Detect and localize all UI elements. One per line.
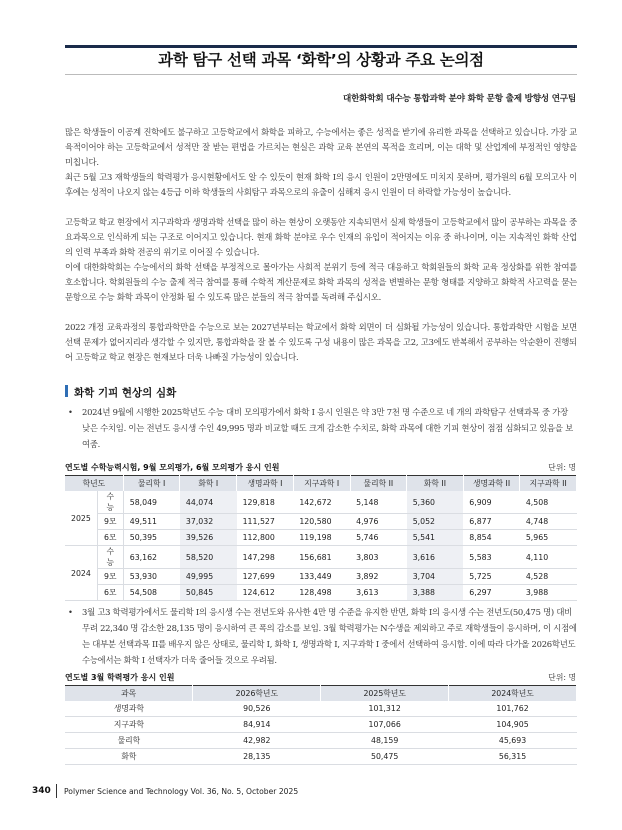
table-row xyxy=(65,749,577,765)
paragraph-2: 최근 5월 고3 재학생들의 학력평가 응시현황에서도 알 수 있듯이 현재 화학 I의 응시 인원이 2만명에도 미치지 못하며, 평가원의 6월 모의고사 이후에는 성적이 나오지 않는 4등급 이하 학생들의 사회탐구 과목으로의 유출이 심해져 응시 인원이 더 하락할 가능성이 높습니다. xyxy=(65,172,577,197)
table2-header-cell: 2026학년도 xyxy=(193,686,321,702)
table1-value-cell: 3,388 xyxy=(407,585,464,601)
table2-value-cell: 101,762 xyxy=(449,701,577,717)
table1-value-cell: 111,527 xyxy=(237,514,294,530)
table1-header-cell: 학년도 xyxy=(65,476,123,492)
table2-subject-cell: 물리학 xyxy=(65,733,193,749)
section-title: 화학 기피 현상의 심화 xyxy=(74,387,177,399)
table2-unit: 단위: 명 xyxy=(548,673,576,682)
table2-value-cell: 48,159 xyxy=(321,733,449,749)
table1-value-cell: 3,892 xyxy=(350,569,407,585)
table1-value-cell: 142,672 xyxy=(293,491,350,514)
table2-caption: 연도별 3월 학력평가 응시 인원 xyxy=(65,673,175,682)
table2-value-cell: 104,905 xyxy=(449,717,577,733)
table-row xyxy=(65,569,577,585)
title-bottom-rule xyxy=(65,74,577,75)
table1-header-cell: 화학 II xyxy=(407,476,464,492)
paragraph-5: 2022 개정 교육과정의 통합과학만을 수능으로 보는 2027년부터는 학교에서 화학 외면이 더 심화될 가능성이 있습니다. 통합과학만 시험을 보면 선택 문제가 없어지리라 생각할 수 있지만, 통합과학을 잘 볼 수 있도록 구성 내용이 많은 과목을 고2, 고3에도 반복해서 공부하는 악순환이 진행되어 고등학교 학교 현장은 현재보다 더욱 나빠질 가능성이 있습니다. xyxy=(65,322,577,362)
table1-caption: 연도별 수학능력시험, 9월 모의평가, 6월 모의평가 응시 인원 xyxy=(65,463,280,472)
footer-divider xyxy=(56,784,57,798)
table1-value-cell: 53,930 xyxy=(123,569,180,585)
table1-header-cell: 물리학 II xyxy=(350,476,407,492)
table-row xyxy=(65,514,577,530)
table-row xyxy=(65,530,577,546)
section-heading xyxy=(65,385,176,400)
table1-value-cell: 119,198 xyxy=(293,530,350,546)
table1-value-cell: 5,541 xyxy=(407,530,464,546)
table1-value-cell: 54,508 xyxy=(123,585,180,601)
table1-year-cell: 2024 xyxy=(65,546,97,601)
table1-value-cell: 156,681 xyxy=(293,546,350,569)
table1-value-cell: 127,699 xyxy=(237,569,294,585)
table-row xyxy=(65,701,577,717)
table1-value-cell: 3,613 xyxy=(350,585,407,601)
table2-header-cell: 2025학년도 xyxy=(321,686,449,702)
table1-value-cell: 3,704 xyxy=(407,569,464,585)
paragraph-3: 고등학교 학교 현장에서 지구과학과 생명과학 선택을 많이 하는 현상이 오랫동안 지속되면서 실제 학생들이 고등학교에서 많이 공부하는 과목을 중요과목으로 인식하게 되는 구조로 이어지고 있습니다. 현재 화학 분야로 우수 인재의 유입이 적어지는 이유 중 하나이며, 이는 지속적인 화학 산업의 인력 부족과 화학 전공의 위기로 이어질 수 있습니다. xyxy=(65,217,577,257)
table2-value-cell: 101,312 xyxy=(321,701,449,717)
table1-header-cell: 생명과학 I xyxy=(237,476,294,492)
table1-value-cell: 4,976 xyxy=(350,514,407,530)
table2-subject-cell: 지구과학 xyxy=(65,717,193,733)
table1-exam-cell: 9모 xyxy=(97,514,123,530)
table1-value-cell: 5,725 xyxy=(463,569,520,585)
table2-subject-cell: 화학 xyxy=(65,749,193,765)
table1-exam-cell: 수능 xyxy=(97,546,123,569)
table2-header-cell: 과목 xyxy=(65,686,193,702)
section-accent-bar xyxy=(65,385,68,397)
table1-value-cell: 58,520 xyxy=(180,546,237,569)
table1-value-cell: 6,297 xyxy=(463,585,520,601)
table1-value-cell: 124,612 xyxy=(237,585,294,601)
table2-header-cell: 2024학년도 xyxy=(449,686,577,702)
table1-value-cell: 44,074 xyxy=(180,491,237,514)
table1-value-cell: 50,845 xyxy=(180,585,237,601)
table1-value-cell: 128,498 xyxy=(293,585,350,601)
table1-value-cell: 49,995 xyxy=(180,569,237,585)
table-row xyxy=(65,546,577,569)
bullet-dot: • xyxy=(68,607,73,617)
table1-value-cell: 3,988 xyxy=(520,585,577,601)
table2-value-cell: 107,066 xyxy=(321,717,449,733)
table1-exam-cell: 9모 xyxy=(97,569,123,585)
table1-value-cell: 147,298 xyxy=(237,546,294,569)
article-byline: 대한화학회 대수능 통합과학 분야 화학 문항 출제 방향성 연구팀 xyxy=(343,94,576,104)
table1-header-cell: 지구과학 I xyxy=(293,476,350,492)
table1-exam-cell: 6모 xyxy=(97,530,123,546)
table1-value-cell: 58,049 xyxy=(123,491,180,514)
table2-subject-cell: 생명과학 xyxy=(65,701,193,717)
table1-value-cell: 49,511 xyxy=(123,514,180,530)
table1-unit: 단위: 명 xyxy=(548,463,576,472)
table1-value-cell: 4,528 xyxy=(520,569,577,585)
paragraph-4: 이에 대한화학회는 수능에서의 화학 선택을 부정적으로 몰아가는 사회적 분위기 등에 적극 대응하고 학회원들의 화학 교육 정상화를 위한 참여를 호소합니다. 학회원들의 수능 출제 적극 참여를 통해 수학적 계산문제로 화학 과목의 성적을 변별하는 문항 형태를 지양하고 화학적 사고력을 묻는 문항으로 수능 화학 과목이 안정화 될 수 있도록 많은 분들의 적극 참여를 독려해 주십시오. xyxy=(65,262,577,302)
table2-value-cell: 28,135 xyxy=(193,749,321,765)
exam-participants-table xyxy=(65,475,577,601)
table1-year-cell: 2025 xyxy=(65,491,97,546)
table1-value-cell: 120,580 xyxy=(293,514,350,530)
table1-exam-cell: 수능 xyxy=(97,491,123,514)
table1-value-cell: 133,449 xyxy=(293,569,350,585)
table1-value-cell: 3,616 xyxy=(407,546,464,569)
table1-value-cell: 50,395 xyxy=(123,530,180,546)
paragraph-1: 많은 학생들이 이공계 진학에도 불구하고 고등학교에서 화학을 피하고, 수능에서는 좋은 성적을 받기에 유리한 과목을 선택하고 있습니다. 가장 교육적이어야 하는 고등학교에서 성적만 잘 받는 편법을 가르치는 현실은 과학 교육 본연의 목적을 흐리며, 이는 대학 및 산업계에 부정적인 영향을 미칩니다. xyxy=(65,127,577,167)
table1-value-cell: 37,032 xyxy=(180,514,237,530)
table1-value-cell: 39,526 xyxy=(180,530,237,546)
table-row xyxy=(65,585,577,601)
table2-value-cell: 42,982 xyxy=(193,733,321,749)
bullet-item-1 xyxy=(68,404,577,452)
table1-value-cell: 129,818 xyxy=(237,491,294,514)
bullet-dot: • xyxy=(68,407,73,417)
bullet-item-2 xyxy=(68,604,577,668)
table1-value-cell: 112,800 xyxy=(237,530,294,546)
table1-header-cell: 지구과학 II xyxy=(520,476,577,492)
bullet-text-1: 2024년 9월에 시행한 2025학년도 수능 대비 모의평가에서 화학 I 응시 인원은 약 3만 7천 명 수준으로 네 개의 과학탐구 선택과목 중 가장 낮은 수치임. 이는 전년도 응시생 수인 49,995 명과 비교할 때도 크게 감소한 수치로, 화학 과목에 대한 기피 현상이 점점 심화되고 있음을 보여줌. xyxy=(82,407,573,449)
table1-value-cell: 5,148 xyxy=(350,491,407,514)
table1-value-cell: 6,909 xyxy=(463,491,520,514)
table2-value-cell: 84,914 xyxy=(193,717,321,733)
march-exam-table xyxy=(65,685,577,765)
table2-value-cell: 45,693 xyxy=(449,733,577,749)
table-row xyxy=(65,491,577,514)
table1-value-cell: 6,877 xyxy=(463,514,520,530)
table2-value-cell: 56,315 xyxy=(449,749,577,765)
table1-header-cell: 화학 I xyxy=(180,476,237,492)
table1-value-cell: 5,746 xyxy=(350,530,407,546)
table-row xyxy=(65,717,577,733)
table1-exam-cell: 6모 xyxy=(97,585,123,601)
table2-value-cell: 90,526 xyxy=(193,701,321,717)
table1-value-cell: 5,360 xyxy=(407,491,464,514)
article-title: 과학 탐구 선택 과목 ‘화학’의 상황과 주요 논의점 xyxy=(158,51,484,69)
table1-value-cell: 8,854 xyxy=(463,530,520,546)
table1-header-cell: 생명과학 II xyxy=(463,476,520,492)
table1-value-cell: 4,748 xyxy=(520,514,577,530)
table1-value-cell: 4,110 xyxy=(520,546,577,569)
table1-value-cell: 3,803 xyxy=(350,546,407,569)
table1-header-row xyxy=(65,476,577,492)
journal-info: Polymer Science and Technology Vol. 36, No. 5, October 2025 xyxy=(64,787,299,796)
table1-header-cell: 물리학 I xyxy=(123,476,180,492)
table1-value-cell: 5,965 xyxy=(520,530,577,546)
table-row xyxy=(65,733,577,749)
bullet-text-2: 3월 고3 학력평가에서도 물리학 I의 응시생 수는 전년도와 유사한 4만 명 수준을 유지한 반면, 화학 I의 응시생 수는 전년도(50,475 명) 대비 무려 22,340 명 감소한 28,135 명이 응시하여 큰 폭의 감소를 보임. 3월 학력평가는 N수생을 제외하고 주로 재학생들이 응시하며, 이 시점에는 대부분 선택과목 II를 배우지 않은 상태로, 물리학 I, 화학 I, 생명과학 I, 지구과학 I 중에서 선택하여 응시함. 이에 따라 다가올 2026학년도 수능에서는 화학 I 선택자가 더욱 줄어들 것으로 우려됨. xyxy=(82,607,577,665)
table1-value-cell: 5,583 xyxy=(463,546,520,569)
table2-header-row xyxy=(65,686,577,702)
table1-value-cell: 63,162 xyxy=(123,546,180,569)
table2-value-cell: 50,475 xyxy=(321,749,449,765)
table1-value-cell: 5,052 xyxy=(407,514,464,530)
page-number: 340 xyxy=(32,786,51,796)
table1-value-cell: 4,508 xyxy=(520,491,577,514)
